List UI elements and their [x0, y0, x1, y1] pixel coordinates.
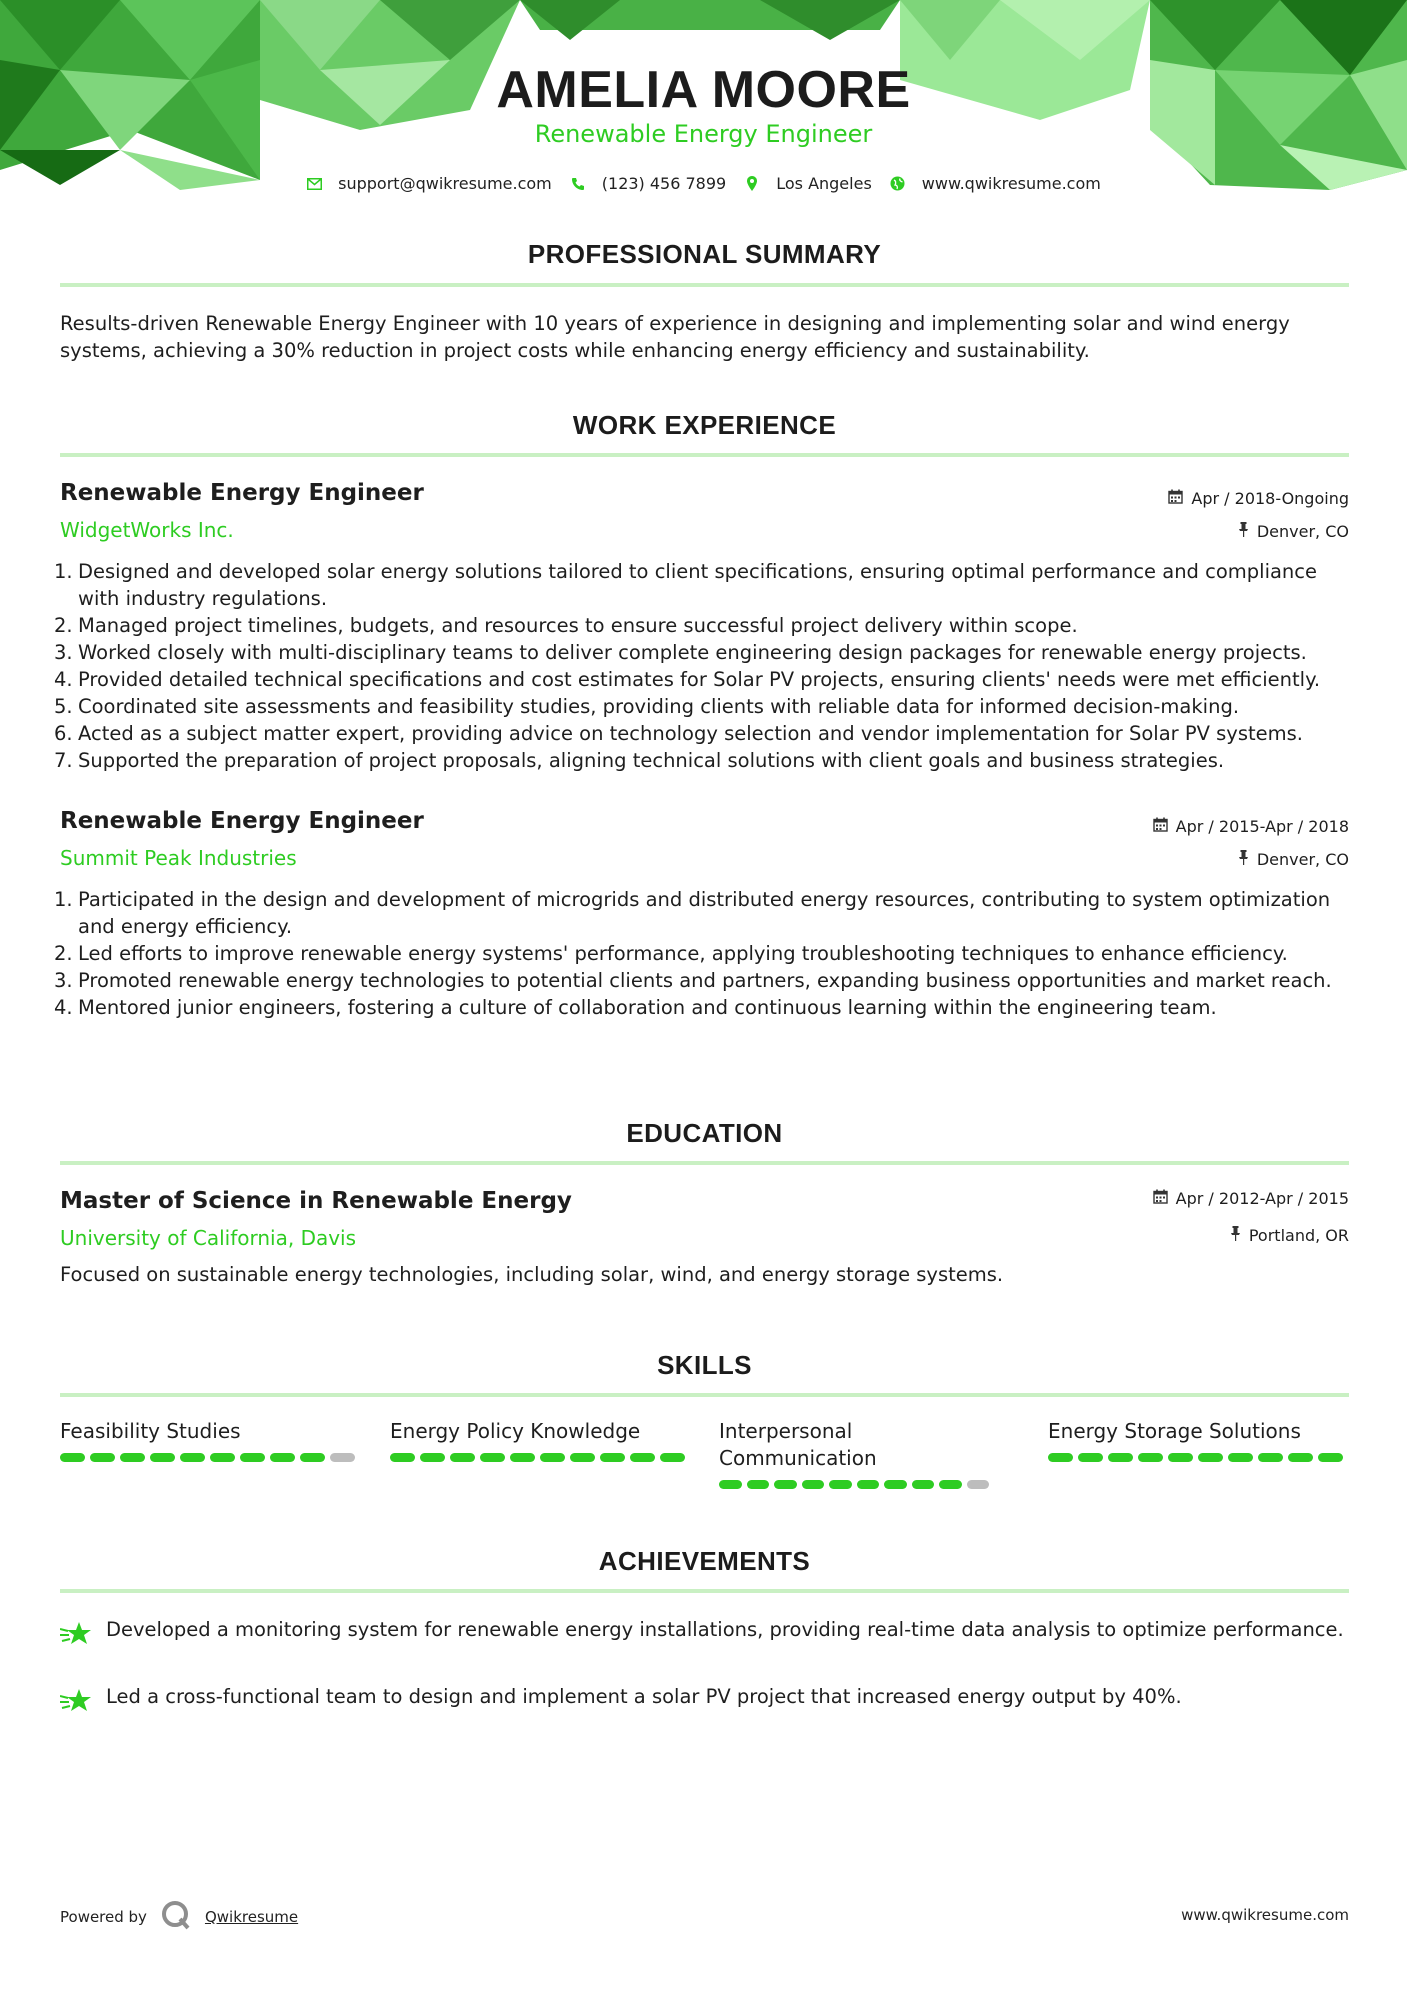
list-item: Promoted renewable energy technologies to potential clients and partners, expanding business opportunities and market reach. — [78, 969, 1332, 992]
skill-dot-filled — [1258, 1453, 1283, 1462]
qwikresume-link[interactable]: Qwikresume — [204, 1908, 299, 1926]
skills-heading: SKILLS — [657, 1350, 752, 1380]
pushpin-icon — [1238, 522, 1249, 541]
contact-bar — [0, 174, 1407, 193]
section-divider — [60, 1393, 1349, 1397]
job-role: Renewable Energy Engineer — [60, 808, 424, 834]
achievement-text: Led a cross-functional team to design and implement a solar PV project that increased energy output by 40%. — [106, 1685, 1182, 1708]
map-pin-icon — [744, 176, 760, 192]
job-duties — [78, 886, 1358, 1021]
footer-powered-by — [60, 1900, 298, 1934]
skill-dot-filled — [719, 1480, 742, 1489]
list-item: Provided detailed technical specifications and cost estimates for Solar PV projects, ensuring clients' needs were met efficiently. — [78, 668, 1321, 691]
qwikresume-logo-icon — [161, 1900, 191, 1934]
skill-dot-filled — [420, 1453, 445, 1462]
section-divider — [60, 283, 1349, 287]
skill-name: Energy Storage Solutions — [1048, 1419, 1301, 1443]
phone-icon — [570, 176, 586, 192]
skill-dot-filled — [939, 1480, 962, 1489]
skill-item — [1048, 1418, 1348, 1462]
skill-dot-filled — [210, 1453, 235, 1462]
skill-item — [390, 1418, 690, 1462]
skill-name: Energy Policy Knowledge — [390, 1419, 641, 1443]
skill-rating — [60, 1453, 360, 1462]
contact-location: Los Angeles — [744, 174, 872, 193]
skill-dot-filled — [884, 1480, 907, 1489]
skill-dot-empty — [967, 1480, 990, 1489]
skill-dot-filled — [1228, 1453, 1253, 1462]
list-item: Managed project timelines, budgets, and resources to ensure successful project delivery within scope. — [78, 614, 1078, 637]
footer-website[interactable]: www.qwikresume.com — [1181, 1906, 1349, 1924]
job-location: Denver, CO — [1238, 522, 1349, 541]
job-dates: Apr / 2015-Apr / 2018 — [1153, 817, 1349, 836]
contact-website[interactable]: www.qwikresume.com — [890, 174, 1101, 193]
section-divider — [60, 1589, 1349, 1593]
skill-dot-filled — [1078, 1453, 1103, 1462]
skill-dot-filled — [150, 1453, 175, 1462]
skill-dot-filled — [120, 1453, 145, 1462]
job-dates: Apr / 2018-Ongoing — [1168, 489, 1349, 508]
skill-name: Feasibility Studies — [60, 1419, 241, 1443]
summary-heading: PROFESSIONAL SUMMARY — [527, 239, 882, 269]
skill-dot-filled — [540, 1453, 565, 1462]
skill-dot-filled — [270, 1453, 295, 1462]
calendar-icon — [1168, 489, 1183, 508]
contact-email[interactable]: support@qwikresume.com — [306, 174, 552, 193]
list-item: Coordinated site assessments and feasibility studies, providing clients with reliable data for informed decision-making. — [78, 695, 1240, 718]
skill-dot-filled — [1288, 1453, 1313, 1462]
contact-phone[interactable]: (123) 456 7899 — [570, 174, 726, 193]
powered-by-label: Powered by — [60, 1908, 147, 1926]
skill-item — [60, 1418, 360, 1462]
education-description: Focused on sustainable energy technologies, including solar, wind, and energy storage systems. — [60, 1263, 1004, 1286]
skill-dot-filled — [1108, 1453, 1133, 1462]
skill-dot-filled — [570, 1453, 595, 1462]
skill-dot-filled — [240, 1453, 265, 1462]
list-item: Supported the preparation of project proposals, aligning technical solutions with client goals and business strategies. — [78, 749, 1225, 772]
skill-dot-filled — [1168, 1453, 1193, 1462]
education-heading: EDUCATION — [626, 1118, 783, 1148]
skill-dot-filled — [829, 1480, 852, 1489]
skill-dot-filled — [1318, 1453, 1343, 1462]
envelope-icon — [306, 176, 322, 192]
skill-dot-filled — [1138, 1453, 1163, 1462]
skill-dot-empty — [330, 1453, 355, 1462]
skill-name: Interpersonal Communication — [719, 1419, 877, 1470]
achievement-item — [60, 1683, 1360, 1717]
pushpin-icon — [1238, 850, 1249, 869]
candidate-name: AMELIA MOORE — [496, 61, 911, 119]
list-item: Mentored junior engineers, fostering a culture of collaboration and continuous learning within the engineering team. — [78, 996, 1217, 1019]
skill-rating — [719, 1480, 989, 1489]
skill-dot-filled — [912, 1480, 935, 1489]
skill-dot-filled — [90, 1453, 115, 1462]
skill-dot-filled — [747, 1480, 770, 1489]
calendar-icon — [1153, 817, 1168, 836]
job-company: Summit Peak Industries — [60, 846, 297, 870]
skill-dot-filled — [630, 1453, 655, 1462]
education-degree: Master of Science in Renewable Energy — [60, 1188, 572, 1214]
skill-dot-filled — [660, 1453, 685, 1462]
education-school: University of California, Davis — [60, 1226, 357, 1250]
skill-dot-filled — [774, 1480, 797, 1489]
section-divider — [60, 1161, 1349, 1165]
achievement-item — [60, 1616, 1360, 1650]
skill-dot-filled — [180, 1453, 205, 1462]
skill-dot-filled — [300, 1453, 325, 1462]
list-item: Led efforts to improve renewable energy systems' performance, applying troubleshooting techniques to enhance efficiency. — [78, 942, 1288, 965]
skill-dot-filled — [480, 1453, 505, 1462]
skill-dot-filled — [857, 1480, 880, 1489]
skill-dot-filled — [510, 1453, 535, 1462]
education-dates: Apr / 2012-Apr / 2015 — [1153, 1189, 1349, 1208]
pushpin-icon — [1230, 1226, 1241, 1245]
skill-dot-filled — [600, 1453, 625, 1462]
education-location: Portland, OR — [1230, 1226, 1349, 1245]
globe-icon — [890, 176, 906, 192]
candidate-title: Renewable Energy Engineer — [534, 120, 873, 148]
job-duties — [78, 558, 1358, 774]
list-item: Participated in the design and development of microgrids and distributed energy resources, contributing to system optimization and energy efficiency. — [78, 888, 1331, 938]
skill-dot-filled — [802, 1480, 825, 1489]
skill-item — [719, 1418, 989, 1489]
skill-rating — [1048, 1453, 1348, 1462]
achievements-heading: ACHIEVEMENTS — [598, 1546, 811, 1576]
job-role: Renewable Energy Engineer — [60, 480, 424, 506]
summary-text: Results-driven Renewable Energy Engineer with 10 years of experience in designing and implementing solar and wind energy systems, achieving a 30% reduction in project costs while enhancing energy efficiency and sustainability. — [60, 312, 1290, 362]
achievement-text: Developed a monitoring system for renewable energy installations, providing real-time data analysis to optimize performance. — [106, 1618, 1344, 1641]
skill-rating — [390, 1453, 690, 1462]
experience-heading: WORK EXPERIENCE — [572, 410, 837, 440]
skill-dot-filled — [390, 1453, 415, 1462]
list-item: Worked closely with multi-disciplinary teams to deliver complete engineering design packages for renewable energy projects. — [78, 641, 1307, 664]
skill-dot-filled — [1198, 1453, 1223, 1462]
skill-dot-filled — [1048, 1453, 1073, 1462]
job-company: WidgetWorks Inc. — [60, 518, 234, 542]
shooting-star-icon — [60, 1687, 92, 1717]
list-item: Designed and developed solar energy solutions tailored to client specifications, ensuring optimal performance and compliance with industry regulations. — [78, 560, 1318, 610]
skill-dot-filled — [450, 1453, 475, 1462]
calendar-icon — [1153, 1189, 1168, 1208]
section-divider — [60, 453, 1349, 457]
shooting-star-icon — [60, 1620, 92, 1650]
job-location: Denver, CO — [1238, 850, 1349, 869]
list-item: Acted as a subject matter expert, providing advice on technology selection and vendor implementation for Solar PV systems. — [78, 722, 1304, 745]
skill-dot-filled — [60, 1453, 85, 1462]
